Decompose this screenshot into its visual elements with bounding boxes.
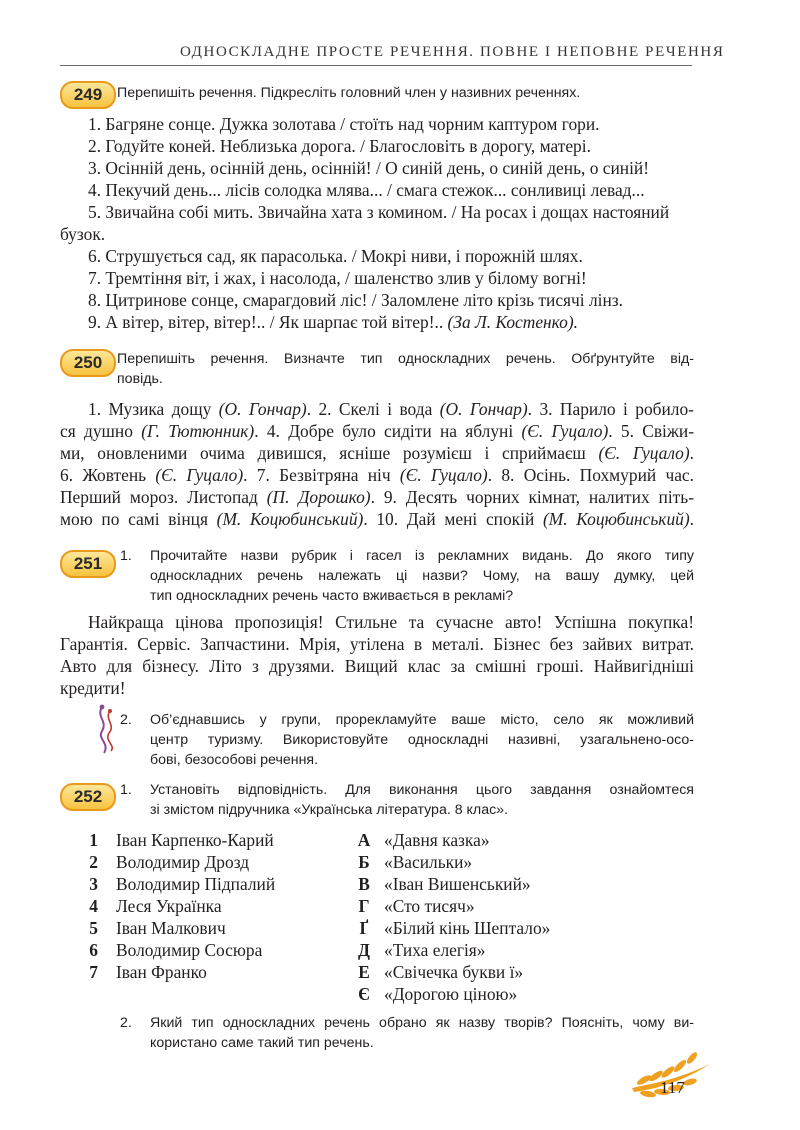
running-header: ОДНОСКЛАДНЕ ПРОСТЕ РЕЧЕННЯ. ПОВНЕ І НЕПОВНЕ РЕЧЕННЯ [180, 44, 725, 60]
task-line: користано саме такий тип речень. [150, 1035, 374, 1051]
matching-row [84, 983, 518, 1005]
sentence-line: бузок. [60, 224, 106, 244]
exercise-249-text [60, 113, 694, 333]
text: . 2. Скелі і вода [306, 399, 440, 419]
text-line: Гарантія. Сервіс. Запчастини. Мрія, утілена в металі. Бізнес без зайвих витрат. [60, 634, 694, 654]
matching-row [84, 961, 524, 983]
source-attribution: (М. Коцюбинський) [216, 509, 364, 529]
sentence-line: 2. Годуйте коней. Неблизька дорога. / Благословіть в дорогу, матері. [88, 136, 591, 156]
task-line: повідь. [117, 371, 163, 387]
header-rule [60, 65, 692, 66]
sentence-line [60, 508, 694, 530]
exercise-number-badge: 249 [60, 81, 116, 109]
work-letter: Д [358, 940, 370, 960]
source-attribution: (П. Дорошко) [266, 487, 371, 507]
matching-row [84, 939, 484, 961]
text: ся душно [60, 421, 142, 441]
work-letter: Ґ [359, 918, 369, 938]
text: . [689, 443, 694, 463]
author-number: 4 [89, 896, 98, 916]
exercise-task [150, 546, 694, 606]
work-letter: Є [358, 984, 370, 1004]
work-title: «Сто тисяч» [384, 896, 475, 916]
exercise-task [150, 710, 694, 770]
work-letter: Е [358, 962, 370, 982]
matching-row [84, 895, 484, 917]
source-attribution: (Є. Гуцало) [521, 421, 609, 441]
author-number: 2 [89, 852, 98, 872]
text: 6. Жовтень [60, 465, 156, 485]
sentence-line: 4. Пекучий день... лісів солодка млява... / смага стежок... сонливиці левад... [88, 180, 645, 200]
exercise-task [150, 780, 694, 820]
work-letter: В [358, 874, 370, 894]
text: . 10. Дай мені спокій [363, 509, 543, 529]
work-title: «Тиха елегія» [384, 940, 486, 960]
source-attribution: (За Л. Костенко). [447, 312, 578, 332]
exercise-number-badge: 252 [60, 783, 116, 811]
task-line: Який тип односкладних речень обрано як назву творів? Поясніть, чому ви- [150, 1015, 694, 1031]
work-title: «Давня казка» [384, 830, 490, 850]
work-letter: Б [358, 852, 370, 872]
text: . [689, 509, 694, 529]
task-line: зі змістом підручника «Українська література. 8 клас». [150, 802, 509, 818]
exercise-number-badge: 251 [60, 550, 116, 578]
author-number: 1 [89, 830, 98, 850]
subtask-number: 1. [120, 782, 132, 798]
text: . 9. Десять чорних кімнат, налитих піть- [370, 487, 694, 507]
task-line: тип односкладних речень часто вживається в рекламі? [150, 588, 514, 604]
subtask-number: 2. [120, 1015, 132, 1031]
text: . 3. Парило і робило- [527, 399, 694, 419]
work-title: «Свічечка букви ї» [384, 962, 524, 982]
text: 1. Музика дощу [88, 399, 219, 419]
author-number: 7 [89, 962, 98, 982]
sentence-line [60, 420, 694, 442]
text: Перший мороз. Листопад [60, 487, 267, 507]
task-line: Об’єднавшись у групи, прорекламуйте ваше місто, село як можливий [150, 712, 694, 728]
task-line: бові, безособові речення. [150, 752, 319, 768]
source-attribution: (М. Коцюбинський) [542, 509, 690, 529]
text: . 8. Осінь. Похмурий час. [487, 465, 695, 485]
text-line: кредити! [60, 678, 126, 698]
sentence-line [60, 311, 694, 333]
matching-row [84, 873, 531, 895]
sentence-line [60, 442, 694, 464]
author-name: Володимир Дрозд [116, 852, 250, 872]
source-attribution: (О. Гончар) [439, 399, 528, 419]
sentence-line [60, 464, 694, 486]
text: . 7. Безвітряна ніч [243, 465, 400, 485]
advertising-text [60, 611, 694, 699]
text: . 4. Добре було сидіти на яблуні [254, 421, 522, 441]
author-number: 3 [89, 874, 98, 894]
text-line: Найкраща цінова пропозиція! Стильне та сучасне авто! Успішна покупка! [88, 612, 694, 632]
task-line: центр туризму. Використовуйте односкладні називні, узагальнено-осо- [150, 732, 694, 748]
sentence-line [60, 486, 694, 508]
source-attribution: (Є. Гуцало) [399, 465, 488, 485]
exercise-number-badge: 250 [60, 349, 116, 377]
sentence-line: 7. Тремтіння віт, і жах, і насолода, / шаленство злив у білому вогні! [88, 268, 587, 288]
task-line: Установіть відповідність. Для виконання цього завдання ознайомтеся [150, 782, 694, 798]
group-work-icon [94, 703, 120, 755]
matching-row [84, 851, 484, 873]
author-name: Володимир Сосюра [116, 940, 263, 960]
author-name: Володимир Підпалий [116, 874, 276, 894]
text: мою по самі вінця [60, 509, 217, 529]
sentence-text: 9. А вітер, вітер, вітер!.. / Як шарпає той вітер!.. [88, 312, 444, 332]
work-title: «Дорогою ціною» [384, 984, 518, 1004]
matching-row [84, 829, 490, 851]
matching-row [84, 917, 551, 939]
task-line: Перепишіть речення. Визначте тип односкладних речень. Обґрунтуйте від- [117, 351, 694, 367]
work-title: «Білий кінь Шептало» [384, 918, 551, 938]
work-title: «Іван Вишенський» [384, 874, 531, 894]
subtask-number: 2. [120, 712, 132, 728]
sentence-line: 5. Звичайна собі мить. Звичайна хата з комином. / На росах і дощах настояний [88, 202, 670, 222]
sentence-line: 8. Цитринове сонце, смарагдовий ліс! / Заломлене літо крізь тисячі лінз. [88, 290, 623, 310]
exercise-task [150, 1013, 694, 1053]
author-name: Іван Карпенко-Карий [116, 830, 274, 850]
sentence-line: 6. Струшується сад, як парасолька. / Мокрі ниви, і порожній шлях. [88, 246, 583, 266]
author-number: 6 [89, 940, 98, 960]
sentence-line [60, 398, 694, 420]
exercise-250-text [60, 398, 694, 530]
task-line: односкладних речень належать ці назви? Чому, на вашу думку, цей [150, 568, 694, 584]
author-name: Іван Франко [116, 962, 207, 982]
subtask-number: 1. [120, 548, 132, 564]
text-line: Авто для бізнесу. Літо з друзями. Вищий клас за смішні гроші. Найвигідніші [60, 656, 694, 676]
source-attribution: (О. Гончар) [218, 399, 307, 419]
work-letter: Г [358, 896, 370, 916]
author-number: 5 [89, 918, 98, 938]
exercise-task [117, 349, 694, 389]
sentence-line: 1. Багряне сонце. Дужка золотава / стоїть над чорним каптуром гори. [88, 114, 600, 134]
source-attribution: (Є. Гуцало) [598, 443, 690, 463]
author-name: Іван Малкович [116, 918, 226, 938]
sentence-line: 3. Осінній день, осінній день, осінній! / О синій день, о синій день, о синій! [88, 158, 650, 178]
page-number: 117 [660, 1078, 685, 1097]
source-attribution: (Г. Тютюнник) [141, 421, 255, 441]
matching-table [84, 829, 551, 1009]
work-title: «Васильки» [384, 852, 473, 872]
text: ми, оновленими очима дивишся, ясніше розумієш і сприймаєш [60, 443, 599, 463]
author-name: Леся Українка [116, 896, 222, 916]
task-line: Прочитайте назви рубрик і гасел із рекламних видань. До якого типу [150, 548, 694, 564]
source-attribution: (Є. Гуцало) [155, 465, 244, 485]
text: . 5. Свіжи- [608, 421, 695, 441]
exercise-task: Перепишіть речення. Підкресліть головний член у називних реченнях. [117, 85, 581, 101]
work-letter: А [357, 830, 371, 850]
